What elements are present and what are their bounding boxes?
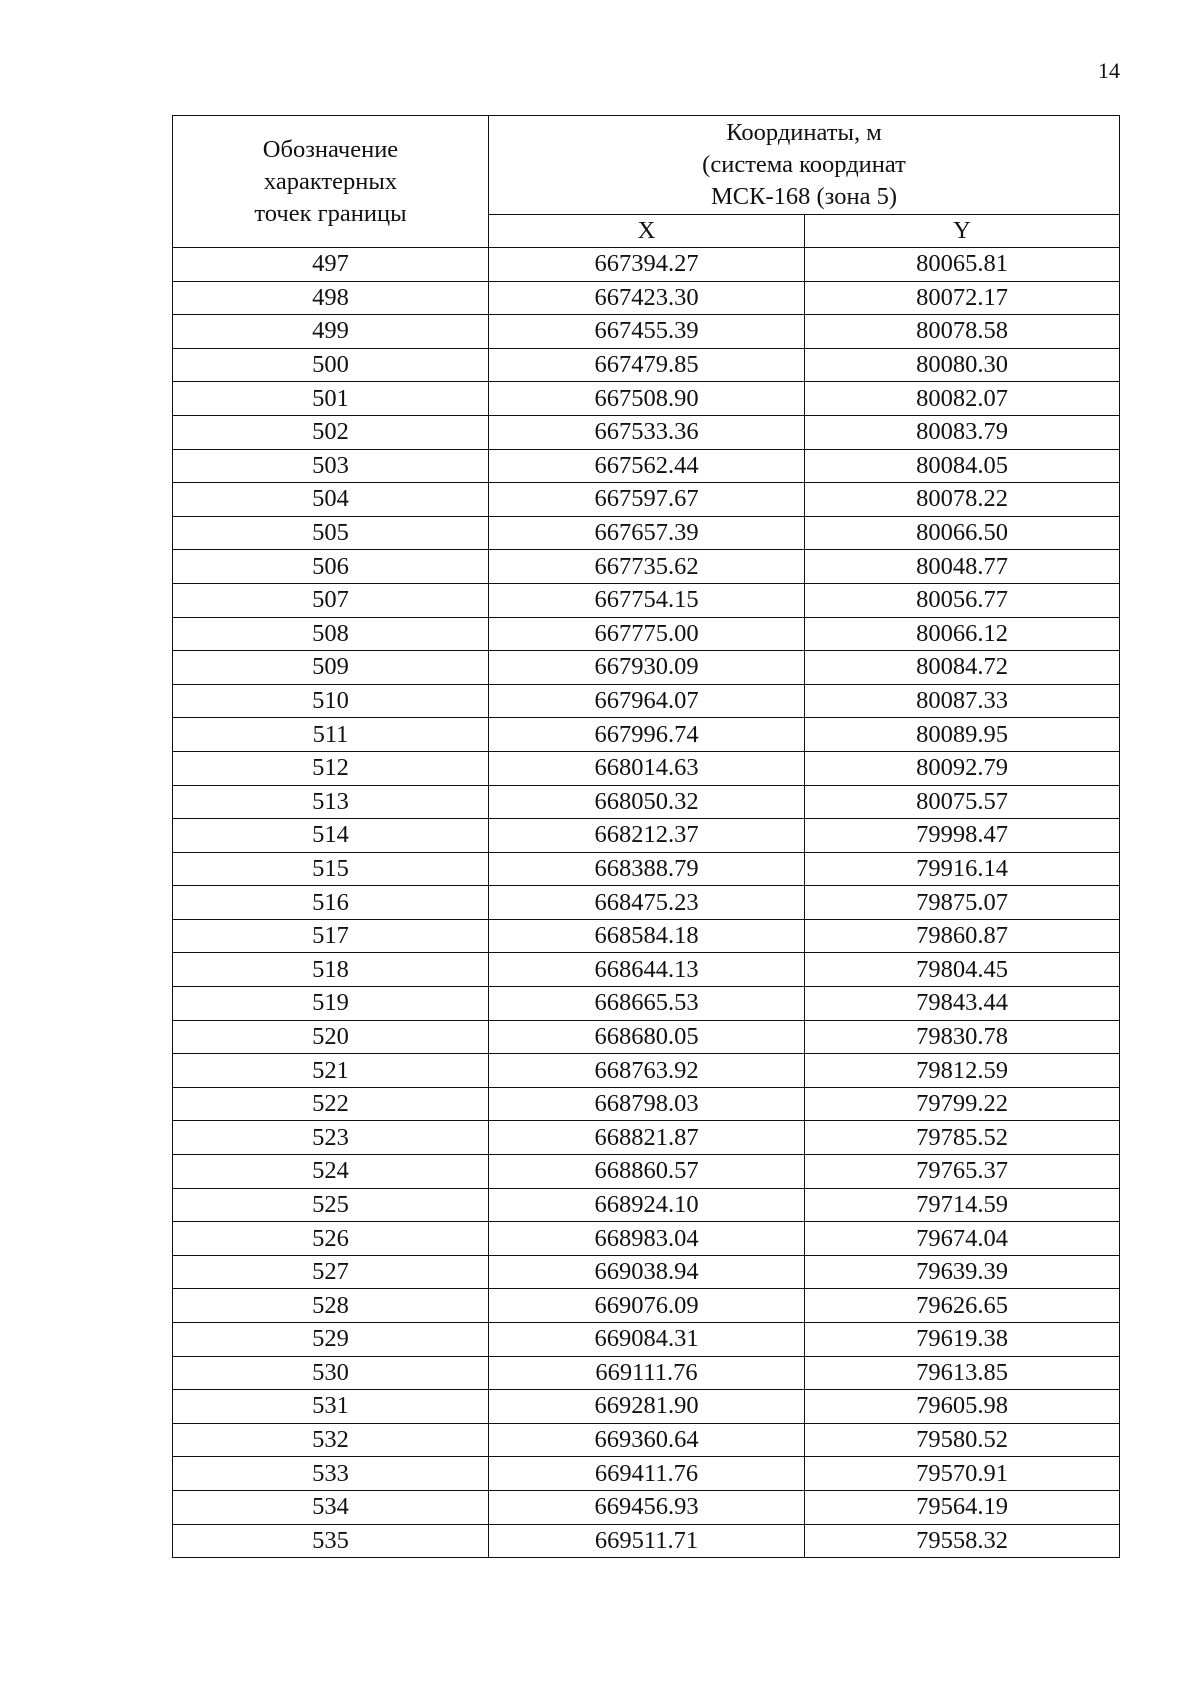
y-coordinate-cell: 79799.22	[805, 1087, 1120, 1121]
y-coordinate-cell: 79714.59	[805, 1188, 1120, 1222]
y-coordinate-cell: 79785.52	[805, 1121, 1120, 1155]
y-coordinate-cell: 80078.58	[805, 315, 1120, 349]
x-column-header: X	[489, 215, 805, 248]
point-cell: 511	[173, 718, 489, 752]
coords-header-line: Координаты, м	[726, 119, 882, 146]
table-row	[173, 1524, 1120, 1558]
x-coordinate-cell: 668860.57	[489, 1155, 805, 1189]
point-cell: 498	[173, 281, 489, 315]
point-designation-header	[173, 116, 489, 248]
point-cell: 500	[173, 348, 489, 382]
point-cell: 520	[173, 1020, 489, 1054]
point-cell: 524	[173, 1155, 489, 1189]
point-cell: 527	[173, 1255, 489, 1289]
point-cell: 534	[173, 1490, 489, 1524]
table-row	[173, 1188, 1120, 1222]
table-row	[173, 785, 1120, 819]
y-coordinate-cell: 80048.77	[805, 550, 1120, 584]
point-cell: 508	[173, 617, 489, 651]
x-coordinate-cell: 667930.09	[489, 651, 805, 685]
x-coordinate-cell: 667423.30	[489, 281, 805, 315]
x-coordinate-cell: 668475.23	[489, 886, 805, 920]
point-cell: 531	[173, 1390, 489, 1424]
x-coordinate-cell: 668983.04	[489, 1222, 805, 1256]
y-coordinate-cell: 79619.38	[805, 1323, 1120, 1357]
table-row	[173, 1222, 1120, 1256]
coordinates-table	[172, 115, 1120, 1558]
table-row	[173, 1390, 1120, 1424]
table-row	[173, 1087, 1120, 1121]
point-header-line: Обозначение	[262, 135, 399, 163]
table-row	[173, 382, 1120, 416]
y-coordinate-cell: 79564.19	[805, 1490, 1120, 1524]
x-coordinate-cell: 668584.18	[489, 919, 805, 953]
y-coordinate-cell: 80084.05	[805, 449, 1120, 483]
x-coordinate-cell: 668388.79	[489, 852, 805, 886]
point-cell: 514	[173, 819, 489, 853]
table-row	[173, 1356, 1120, 1390]
table-row	[173, 1255, 1120, 1289]
x-coordinate-cell: 667562.44	[489, 449, 805, 483]
point-cell: 525	[173, 1188, 489, 1222]
table-row	[173, 281, 1120, 315]
x-coordinate-cell: 669360.64	[489, 1423, 805, 1457]
y-coordinate-cell: 79639.39	[805, 1255, 1120, 1289]
y-coordinate-cell: 80080.30	[805, 348, 1120, 382]
x-coordinate-cell: 667479.85	[489, 348, 805, 382]
x-coordinate-cell: 669281.90	[489, 1390, 805, 1424]
table-row	[173, 718, 1120, 752]
x-coordinate-cell: 667657.39	[489, 516, 805, 550]
y-coordinate-cell: 79860.87	[805, 919, 1120, 953]
table-row	[173, 919, 1120, 953]
x-coordinate-cell: 667754.15	[489, 583, 805, 617]
x-coordinate-cell: 667964.07	[489, 684, 805, 718]
point-cell: 528	[173, 1289, 489, 1323]
x-coordinate-cell: 667394.27	[489, 248, 805, 282]
point-header-line: характерных	[263, 167, 398, 195]
x-coordinate-cell: 669084.31	[489, 1323, 805, 1357]
table-row	[173, 651, 1120, 685]
y-coordinate-cell: 80056.77	[805, 583, 1120, 617]
table-row	[173, 583, 1120, 617]
table-row	[173, 1155, 1120, 1189]
x-coordinate-cell: 668644.13	[489, 953, 805, 987]
page-number: 14	[1098, 58, 1120, 83]
table-row	[173, 1457, 1120, 1491]
y-coordinate-cell: 79613.85	[805, 1356, 1120, 1390]
table-row	[173, 617, 1120, 651]
y-coordinate-cell: 80078.22	[805, 483, 1120, 517]
x-coordinate-cell: 667775.00	[489, 617, 805, 651]
point-cell: 533	[173, 1457, 489, 1491]
table-row	[173, 751, 1120, 785]
point-cell: 505	[173, 516, 489, 550]
y-coordinate-cell: 80066.12	[805, 617, 1120, 651]
x-coordinate-cell: 668821.87	[489, 1121, 805, 1155]
x-coordinate-cell: 668665.53	[489, 987, 805, 1021]
point-cell: 501	[173, 382, 489, 416]
table-row	[173, 348, 1120, 382]
table-row	[173, 886, 1120, 920]
y-coordinate-cell: 79875.07	[805, 886, 1120, 920]
point-cell: 521	[173, 1054, 489, 1088]
x-coordinate-cell: 668924.10	[489, 1188, 805, 1222]
x-coordinate-cell: 669111.76	[489, 1356, 805, 1390]
x-coordinate-cell: 669456.93	[489, 1490, 805, 1524]
point-cell: 530	[173, 1356, 489, 1390]
table-row	[173, 819, 1120, 853]
x-coordinate-cell: 668798.03	[489, 1087, 805, 1121]
table-row	[173, 1490, 1120, 1524]
table-row	[173, 415, 1120, 449]
x-coordinate-cell: 667996.74	[489, 718, 805, 752]
y-coordinate-cell: 80065.81	[805, 248, 1120, 282]
x-coordinate-cell: 668050.32	[489, 785, 805, 819]
table-row	[173, 684, 1120, 718]
x-coordinate-cell: 667533.36	[489, 415, 805, 449]
x-coordinate-cell: 667455.39	[489, 315, 805, 349]
point-header-line: точек границы	[254, 199, 407, 227]
table-row	[173, 1289, 1120, 1323]
table-row	[173, 483, 1120, 517]
x-coordinate-cell: 668014.63	[489, 751, 805, 785]
y-coordinate-cell: 79804.45	[805, 953, 1120, 987]
x-coordinate-cell: 669076.09	[489, 1289, 805, 1323]
point-cell: 510	[173, 684, 489, 718]
table-row	[173, 315, 1120, 349]
y-coordinate-cell: 80072.17	[805, 281, 1120, 315]
point-cell: 509	[173, 651, 489, 685]
y-coordinate-cell: 79570.91	[805, 1457, 1120, 1491]
y-coordinate-cell: 79674.04	[805, 1222, 1120, 1256]
point-cell: 532	[173, 1423, 489, 1457]
y-coordinate-cell: 79605.98	[805, 1390, 1120, 1424]
y-coordinate-cell: 80083.79	[805, 415, 1120, 449]
y-coordinate-cell: 80092.79	[805, 751, 1120, 785]
coords-header-line: МСК-168 (зона 5)	[711, 183, 897, 210]
table-body	[173, 248, 1120, 1558]
point-cell: 519	[173, 987, 489, 1021]
y-coordinate-cell: 80089.95	[805, 718, 1120, 752]
y-coordinate-cell: 79998.47	[805, 819, 1120, 853]
y-coordinate-cell: 80082.07	[805, 382, 1120, 416]
y-coordinate-cell: 79843.44	[805, 987, 1120, 1021]
table-row	[173, 852, 1120, 886]
point-cell: 515	[173, 852, 489, 886]
coordinates-header	[489, 116, 1120, 215]
x-coordinate-cell: 667508.90	[489, 382, 805, 416]
y-coordinate-cell: 79580.52	[805, 1423, 1120, 1457]
point-cell: 535	[173, 1524, 489, 1558]
table-row	[173, 953, 1120, 987]
x-coordinate-cell: 668763.92	[489, 1054, 805, 1088]
point-cell: 513	[173, 785, 489, 819]
point-cell: 522	[173, 1087, 489, 1121]
point-cell: 507	[173, 583, 489, 617]
point-cell: 503	[173, 449, 489, 483]
y-coordinate-cell: 80087.33	[805, 684, 1120, 718]
x-coordinate-cell: 667735.62	[489, 550, 805, 584]
y-coordinate-cell: 79626.65	[805, 1289, 1120, 1323]
point-cell: 502	[173, 415, 489, 449]
point-cell: 517	[173, 919, 489, 953]
coords-header-line: (система координат	[702, 151, 906, 178]
table-row	[173, 550, 1120, 584]
point-cell: 512	[173, 751, 489, 785]
point-cell: 523	[173, 1121, 489, 1155]
x-coordinate-cell: 668680.05	[489, 1020, 805, 1054]
y-column-header: Y	[805, 215, 1120, 248]
table-row	[173, 1323, 1120, 1357]
y-coordinate-cell: 79812.59	[805, 1054, 1120, 1088]
y-coordinate-cell: 79558.32	[805, 1524, 1120, 1558]
point-cell: 506	[173, 550, 489, 584]
point-cell: 499	[173, 315, 489, 349]
point-cell: 497	[173, 248, 489, 282]
x-coordinate-cell: 668212.37	[489, 819, 805, 853]
table-row	[173, 1121, 1120, 1155]
point-cell: 526	[173, 1222, 489, 1256]
table-row	[173, 1054, 1120, 1088]
point-cell: 516	[173, 886, 489, 920]
x-coordinate-cell: 669411.76	[489, 1457, 805, 1491]
y-coordinate-cell: 80084.72	[805, 651, 1120, 685]
table-row	[173, 1423, 1120, 1457]
x-coordinate-cell: 669511.71	[489, 1524, 805, 1558]
point-cell: 504	[173, 483, 489, 517]
table-row	[173, 248, 1120, 282]
y-coordinate-cell: 80075.57	[805, 785, 1120, 819]
y-coordinate-cell: 80066.50	[805, 516, 1120, 550]
table-row	[173, 516, 1120, 550]
table-header	[173, 116, 1120, 248]
x-coordinate-cell: 669038.94	[489, 1255, 805, 1289]
table-row	[173, 1020, 1120, 1054]
x-coordinate-cell: 667597.67	[489, 483, 805, 517]
point-cell: 518	[173, 953, 489, 987]
table-row	[173, 987, 1120, 1021]
y-coordinate-cell: 79830.78	[805, 1020, 1120, 1054]
point-cell: 529	[173, 1323, 489, 1357]
y-coordinate-cell: 79916.14	[805, 852, 1120, 886]
y-coordinate-cell: 79765.37	[805, 1155, 1120, 1189]
table-row	[173, 449, 1120, 483]
